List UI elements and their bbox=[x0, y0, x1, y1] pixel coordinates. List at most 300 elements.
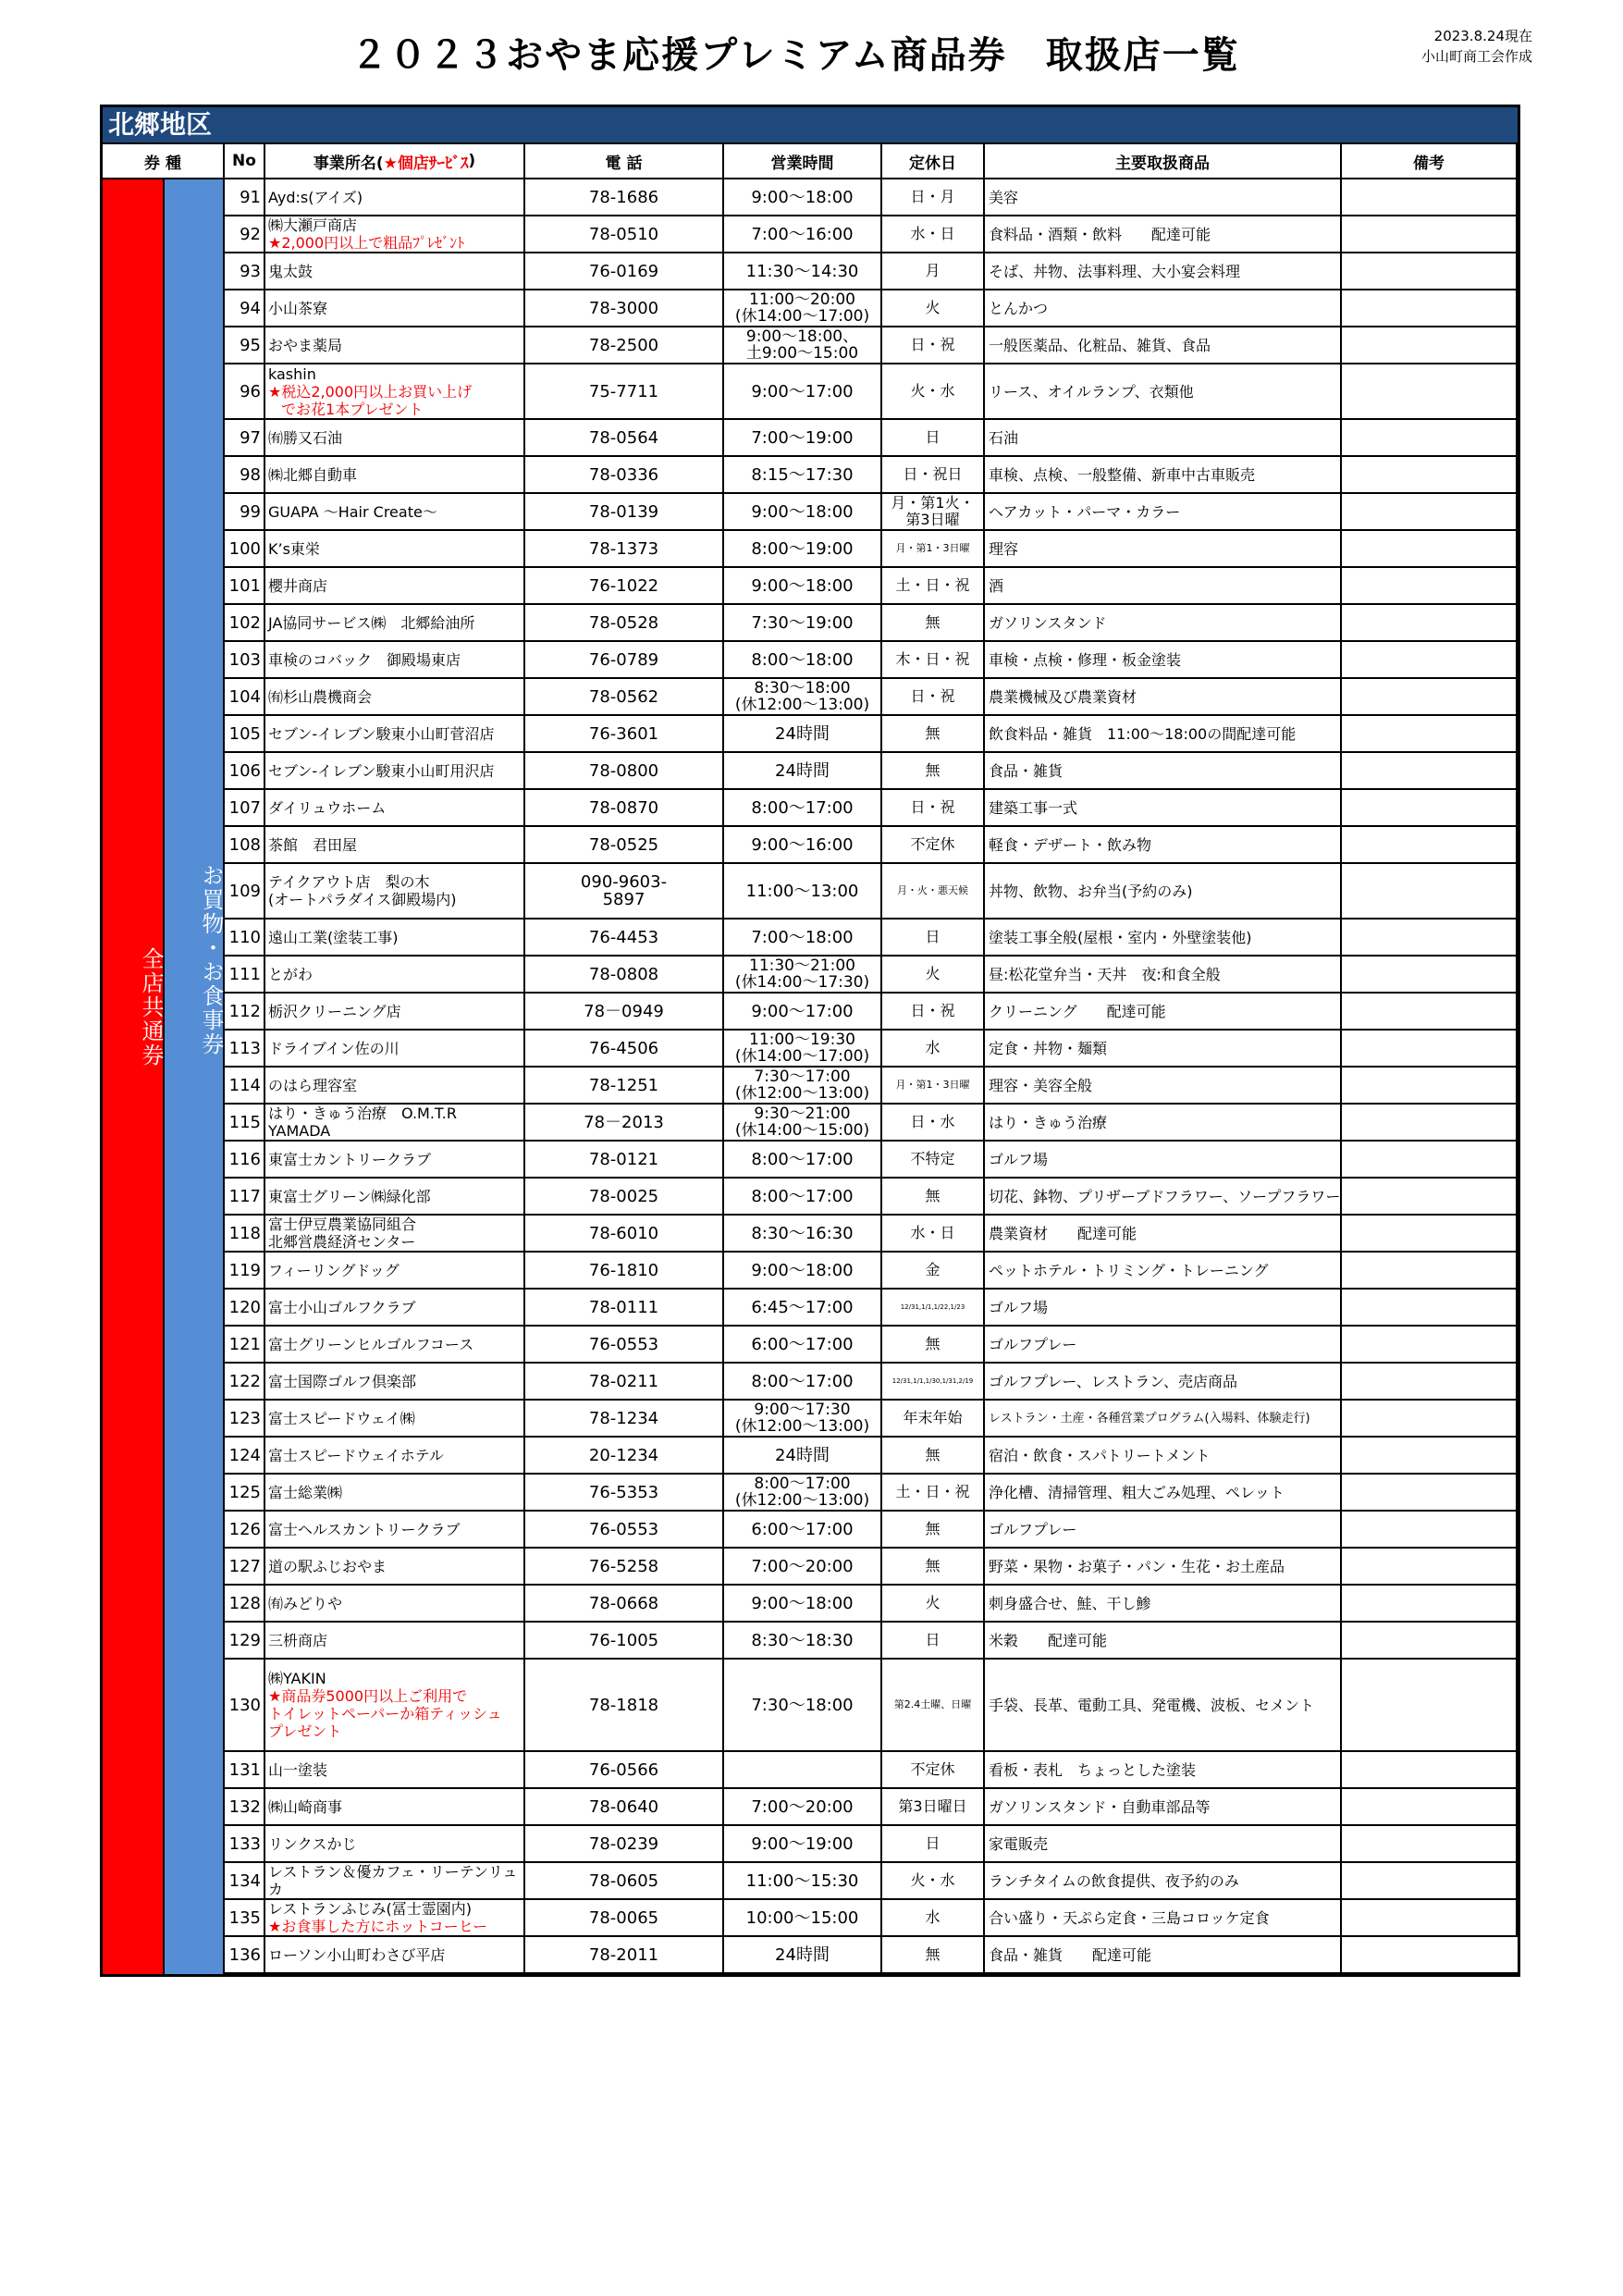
row-notes bbox=[1342, 327, 1518, 364]
phone-number: 78-0525 bbox=[588, 834, 659, 855]
holiday: 無 bbox=[925, 1945, 941, 1963]
row-phone bbox=[525, 1105, 724, 1142]
row-no: 101 bbox=[225, 568, 265, 605]
row-holiday bbox=[882, 1826, 985, 1863]
row-hours bbox=[724, 364, 882, 420]
holiday: 12/31,1/1,1/22,1/23 bbox=[900, 1303, 965, 1311]
row-no: 91 bbox=[225, 179, 265, 216]
row-goods: 建築工事一式 bbox=[985, 790, 1342, 827]
row-hours bbox=[724, 1438, 882, 1475]
row-name bbox=[265, 568, 525, 605]
service-note: ★税込2,000円以上お買い上げ bbox=[268, 382, 473, 401]
holiday: 水 bbox=[925, 1908, 941, 1926]
holiday: 日 bbox=[925, 428, 941, 446]
phone-number: 76-5258 bbox=[588, 1556, 659, 1576]
row-no: 95 bbox=[225, 327, 265, 364]
business-hours: 7:00～20:00 bbox=[751, 1556, 854, 1576]
row-goods: ゴルフプレー bbox=[985, 1327, 1342, 1364]
holiday: 火・水 bbox=[910, 382, 955, 400]
shop-name: セブン-イレブン駿東小山町菅沼店 bbox=[268, 724, 495, 743]
row-name bbox=[265, 1475, 525, 1512]
row-no: 126 bbox=[225, 1512, 265, 1549]
row-no: 109 bbox=[225, 864, 265, 920]
row-hours bbox=[724, 920, 882, 957]
holiday: 日・月 bbox=[910, 188, 955, 205]
shop-name: 櫻井商店 bbox=[268, 576, 328, 595]
row-holiday bbox=[882, 1863, 985, 1900]
row-no: 136 bbox=[225, 1937, 265, 1974]
row-holiday bbox=[882, 568, 985, 605]
phone-number: 78－0949 bbox=[584, 1001, 664, 1021]
shop-name: 小山茶寮 bbox=[268, 299, 328, 317]
row-notes bbox=[1342, 364, 1518, 420]
row-hours bbox=[724, 827, 882, 864]
shop-name: レストラン＆優カフェ・リーテンリュカ bbox=[268, 1863, 518, 1898]
shop-name: ㈲勝又石油 bbox=[268, 428, 343, 447]
row-holiday bbox=[882, 642, 985, 679]
row-name bbox=[265, 957, 525, 994]
row-goods: 一般医薬品、化粧品、雑貨、食品 bbox=[985, 327, 1342, 364]
shop-name: 三枡商店 bbox=[268, 1631, 328, 1649]
row-notes bbox=[1342, 790, 1518, 827]
holiday: 不定休 bbox=[910, 835, 955, 853]
row-holiday bbox=[882, 994, 985, 1031]
row-phone bbox=[525, 1327, 724, 1364]
business-hours: 9:00～18:00 bbox=[751, 187, 854, 207]
row-name bbox=[265, 1031, 525, 1068]
row-phone bbox=[525, 494, 724, 531]
row-holiday bbox=[882, 290, 985, 327]
row-phone bbox=[525, 1789, 724, 1826]
row-hours bbox=[724, 1253, 882, 1290]
row-phone bbox=[525, 790, 724, 827]
shop-name: 東富士グリーン㈱緑化部 bbox=[268, 1187, 431, 1205]
business-hours: 7:30～19:00 bbox=[751, 612, 854, 633]
row-name bbox=[265, 1401, 525, 1438]
row-goods: はり・きゅう治療 bbox=[985, 1105, 1342, 1142]
row-notes bbox=[1342, 1789, 1518, 1826]
business-hours-line2: (休12:00～13:00) bbox=[734, 1084, 870, 1103]
row-hours bbox=[724, 1142, 882, 1179]
phone-number: 76-4506 bbox=[588, 1038, 659, 1058]
holiday: 月・第1火・ bbox=[891, 494, 975, 512]
row-hours bbox=[724, 1826, 882, 1863]
business-hours: 7:00～20:00 bbox=[751, 1796, 854, 1817]
business-hours: 6:45～17:00 bbox=[751, 1297, 854, 1317]
shop-name: のはら理容室 bbox=[268, 1076, 358, 1094]
header-notes: 備考 bbox=[1342, 144, 1518, 179]
row-name bbox=[265, 494, 525, 531]
row-phone bbox=[525, 1900, 724, 1937]
row-phone bbox=[525, 1586, 724, 1623]
row-holiday bbox=[882, 1937, 985, 1974]
phone-number: 78-2011 bbox=[588, 1944, 659, 1965]
business-hours: 7:00～16:00 bbox=[751, 224, 854, 244]
row-name bbox=[265, 716, 525, 753]
table-grid bbox=[103, 144, 1518, 1974]
business-hours: 11:00～20:00 bbox=[749, 290, 855, 309]
header-voucher-type: 券 種 bbox=[103, 144, 225, 179]
shop-name: ㈱YAKIN bbox=[268, 1670, 326, 1687]
business-hours: 9:00～18:00 bbox=[751, 575, 854, 596]
business-hours: 24時間 bbox=[775, 723, 830, 744]
row-hours bbox=[724, 605, 882, 642]
row-holiday bbox=[882, 1586, 985, 1623]
row-no: 131 bbox=[225, 1752, 265, 1789]
service-note-line2: トイレットペーパーか箱ティッシュ bbox=[268, 1705, 502, 1722]
row-holiday bbox=[882, 1623, 985, 1660]
row-phone bbox=[525, 1290, 724, 1327]
service-note: ★商品券5000円以上ご利用で bbox=[268, 1687, 468, 1705]
shop-name: 富士国際ゴルフ倶楽部 bbox=[268, 1372, 417, 1390]
row-name bbox=[265, 994, 525, 1031]
phone-number: 76-5353 bbox=[588, 1482, 659, 1502]
business-hours: 8:00～17:00 bbox=[754, 1475, 851, 1493]
row-phone bbox=[525, 531, 724, 568]
row-name bbox=[265, 327, 525, 364]
shopping-dining-label: お買物・お食事券 bbox=[198, 864, 224, 1056]
row-goods: ヘアカット・パーマ・カラー bbox=[985, 494, 1342, 531]
row-name bbox=[265, 1789, 525, 1826]
row-goods: リース、オイルランプ、衣類他 bbox=[985, 364, 1342, 420]
row-phone bbox=[525, 253, 724, 290]
row-hours bbox=[724, 1752, 882, 1789]
row-goods: そば、丼物、法事料理、大小宴会料理 bbox=[985, 253, 1342, 290]
row-goods: 石油 bbox=[985, 420, 1342, 457]
service-note: ★2,000円以上で粗品ﾌﾟﾚｾﾞﾝﾄ bbox=[268, 234, 465, 252]
row-no: 115 bbox=[225, 1105, 265, 1142]
phone-number: 76-0553 bbox=[588, 1519, 659, 1539]
phone-number: 78-0562 bbox=[588, 686, 659, 707]
business-hours: 11:00～13:00 bbox=[745, 881, 859, 901]
holiday: 無 bbox=[925, 1335, 941, 1352]
shop-name: テイクアウト店 梨の木 bbox=[268, 873, 430, 891]
row-phone bbox=[525, 1826, 724, 1863]
phone-number: 76-1005 bbox=[588, 1630, 659, 1650]
row-goods: 丼物、飲物、お弁当(予約のみ) bbox=[985, 864, 1342, 920]
voucher-type-shopping-dining bbox=[165, 179, 225, 1974]
phone-number: 76-0553 bbox=[588, 1334, 659, 1354]
row-goods: 食料品・酒類・飲料 配達可能 bbox=[985, 216, 1342, 253]
phone-number: 20-1234 bbox=[588, 1445, 659, 1465]
row-name bbox=[265, 1290, 525, 1327]
row-phone bbox=[525, 1253, 724, 1290]
row-goods: ガソリンスタンド bbox=[985, 605, 1342, 642]
business-hours: 6:00～17:00 bbox=[751, 1519, 854, 1539]
shop-name: ㈱山崎商事 bbox=[268, 1797, 343, 1816]
row-hours bbox=[724, 1512, 882, 1549]
row-holiday bbox=[882, 1290, 985, 1327]
business-hours-line2: (休12:00～13:00) bbox=[734, 696, 870, 714]
row-phone bbox=[525, 1031, 724, 1068]
shop-name: 栃沢クリーニング店 bbox=[268, 1002, 401, 1020]
row-no: 96 bbox=[225, 364, 265, 420]
row-notes bbox=[1342, 1364, 1518, 1401]
service-note-line2: でお花1本プレゼント bbox=[281, 400, 424, 418]
business-hours: 8:00～17:00 bbox=[751, 797, 854, 818]
holiday: 不特定 bbox=[910, 1150, 955, 1167]
header-phone: 電 話 bbox=[525, 144, 724, 179]
holiday: 月 bbox=[925, 262, 941, 279]
row-phone bbox=[525, 1660, 724, 1752]
row-holiday bbox=[882, 1142, 985, 1179]
row-name bbox=[265, 679, 525, 716]
row-name bbox=[265, 605, 525, 642]
row-phone bbox=[525, 642, 724, 679]
phone-number: 78-0139 bbox=[588, 501, 659, 522]
phone-number: 78-0239 bbox=[588, 1833, 659, 1854]
holiday: 日・祝 bbox=[910, 687, 955, 705]
row-holiday bbox=[882, 1216, 985, 1253]
row-phone bbox=[525, 420, 724, 457]
row-hours bbox=[724, 494, 882, 531]
shop-name: ドライブイン佐の川 bbox=[268, 1039, 400, 1057]
row-no: 129 bbox=[225, 1623, 265, 1660]
business-hours: 7:30～18:00 bbox=[751, 1695, 854, 1715]
shop-name: フィーリングドッグ bbox=[268, 1261, 400, 1279]
business-hours-line2: (休12:00～13:00) bbox=[734, 1417, 870, 1436]
phone-number: 78-1686 bbox=[588, 187, 659, 207]
row-goods: 農業資材 配達可能 bbox=[985, 1216, 1342, 1253]
shop-name: リンクスかじ bbox=[268, 1834, 357, 1853]
row-name bbox=[265, 1327, 525, 1364]
row-hours bbox=[724, 216, 882, 253]
row-holiday bbox=[882, 716, 985, 753]
row-goods: 車検、点検、一般整備、新車中古車販売 bbox=[985, 457, 1342, 494]
phone-number: 78-1818 bbox=[588, 1695, 659, 1715]
holiday: 月・火・悪天候 bbox=[897, 884, 968, 896]
row-name bbox=[265, 753, 525, 790]
row-name bbox=[265, 1660, 525, 1752]
phone-number: 78-0870 bbox=[588, 797, 659, 818]
row-notes bbox=[1342, 1438, 1518, 1475]
row-notes bbox=[1342, 957, 1518, 994]
row-holiday bbox=[882, 1327, 985, 1364]
row-holiday bbox=[882, 605, 985, 642]
row-phone bbox=[525, 1863, 724, 1900]
row-name bbox=[265, 1364, 525, 1401]
business-hours: 7:00～18:00 bbox=[751, 927, 854, 947]
row-hours bbox=[724, 1623, 882, 1660]
row-notes bbox=[1342, 605, 1518, 642]
row-phone bbox=[525, 327, 724, 364]
row-notes bbox=[1342, 179, 1518, 216]
row-phone bbox=[525, 679, 724, 716]
row-hours bbox=[724, 179, 882, 216]
header-holiday: 定休日 bbox=[882, 144, 985, 179]
row-hours bbox=[724, 1900, 882, 1937]
row-hours bbox=[724, 679, 882, 716]
holiday: 日・祝 bbox=[910, 1002, 955, 1019]
holiday: 木・日・祝 bbox=[895, 650, 970, 668]
row-phone bbox=[525, 1216, 724, 1253]
row-notes bbox=[1342, 1179, 1518, 1216]
row-goods: 車検・点検・修理・板金塗装 bbox=[985, 642, 1342, 679]
row-goods: 宿泊・飲食・スパトリートメント bbox=[985, 1438, 1342, 1475]
row-goods: 切花、鉢物、プリザーブドフラワー、ソープフラワー bbox=[985, 1179, 1342, 1216]
row-name bbox=[265, 531, 525, 568]
row-name bbox=[265, 364, 525, 420]
row-no: 94 bbox=[225, 290, 265, 327]
row-hours bbox=[724, 420, 882, 457]
row-no: 93 bbox=[225, 253, 265, 290]
row-no: 112 bbox=[225, 994, 265, 1031]
row-notes bbox=[1342, 1327, 1518, 1364]
row-hours bbox=[724, 1863, 882, 1900]
row-no: 127 bbox=[225, 1549, 265, 1586]
row-holiday bbox=[882, 1512, 985, 1549]
row-goods: 美容 bbox=[985, 179, 1342, 216]
row-no: 120 bbox=[225, 1290, 265, 1327]
business-hours: 7:00～19:00 bbox=[751, 427, 854, 448]
row-hours bbox=[724, 1549, 882, 1586]
phone-number: 76-1810 bbox=[588, 1260, 659, 1280]
row-hours bbox=[724, 1290, 882, 1327]
row-goods: 農業機械及び農業資材 bbox=[985, 679, 1342, 716]
phone-number-line2: 5897 bbox=[602, 890, 646, 909]
shop-name: ローソン小山町わさび平店 bbox=[268, 1945, 446, 1964]
phone-number: 78-0808 bbox=[588, 964, 659, 984]
row-holiday bbox=[882, 253, 985, 290]
row-holiday bbox=[882, 1179, 985, 1216]
row-phone bbox=[525, 605, 724, 642]
row-hours bbox=[724, 642, 882, 679]
phone-number: 78-0111 bbox=[588, 1297, 659, 1317]
row-name bbox=[265, 253, 525, 290]
holiday: 無 bbox=[925, 613, 941, 631]
phone-number: 76-0789 bbox=[588, 649, 659, 670]
row-holiday bbox=[882, 1105, 985, 1142]
row-name bbox=[265, 1900, 525, 1937]
row-holiday bbox=[882, 1364, 985, 1401]
row-holiday bbox=[882, 179, 985, 216]
business-hours: 7:30～17:00 bbox=[754, 1068, 851, 1086]
row-name bbox=[265, 290, 525, 327]
row-notes bbox=[1342, 531, 1518, 568]
shop-name: ダイリュウホーム bbox=[268, 798, 387, 817]
row-hours bbox=[724, 957, 882, 994]
row-name bbox=[265, 827, 525, 864]
row-holiday bbox=[882, 1253, 985, 1290]
row-notes bbox=[1342, 1549, 1518, 1586]
row-no: 102 bbox=[225, 605, 265, 642]
phone-number: 78-0121 bbox=[588, 1149, 659, 1169]
row-hours bbox=[724, 290, 882, 327]
row-holiday bbox=[882, 1660, 985, 1752]
all-stores-label: 全店共通券 bbox=[138, 947, 164, 1068]
row-name bbox=[265, 1549, 525, 1586]
holiday: 第3日曜日 bbox=[898, 1797, 967, 1815]
row-phone bbox=[525, 1179, 724, 1216]
row-goods: 食品・雑貨 配達可能 bbox=[985, 1937, 1342, 1974]
row-name bbox=[265, 1586, 525, 1623]
row-no: 116 bbox=[225, 1142, 265, 1179]
row-notes bbox=[1342, 864, 1518, 920]
business-hours: 24時間 bbox=[775, 1944, 830, 1965]
business-hours: 9:00～17:00 bbox=[751, 381, 854, 401]
phone-number: 76-0566 bbox=[588, 1759, 659, 1780]
holiday: 土・日・祝 bbox=[895, 1483, 970, 1500]
business-hours-line2: 土9:00～15:00 bbox=[745, 344, 859, 363]
row-name bbox=[265, 1623, 525, 1660]
shop-name: 富士伊豆農業協同組合 bbox=[268, 1216, 417, 1233]
row-holiday bbox=[882, 864, 985, 920]
holiday: 日 bbox=[925, 928, 941, 945]
phone-number: 78-0025 bbox=[588, 1186, 659, 1206]
row-hours bbox=[724, 1586, 882, 1623]
row-notes bbox=[1342, 1253, 1518, 1290]
row-notes bbox=[1342, 920, 1518, 957]
service-note-line3: プレゼント bbox=[268, 1722, 342, 1740]
row-no: 113 bbox=[225, 1031, 265, 1068]
row-goods: 理容 bbox=[985, 531, 1342, 568]
phone-number: 78-1373 bbox=[588, 538, 659, 559]
row-hours bbox=[724, 1068, 882, 1105]
holiday: 火・水 bbox=[910, 1871, 955, 1889]
holiday: 日 bbox=[925, 1631, 941, 1648]
row-name bbox=[265, 1216, 525, 1253]
holiday: 無 bbox=[925, 724, 941, 742]
row-goods: ゴルフ場 bbox=[985, 1142, 1342, 1179]
row-goods: ランチタイムの飲食提供、夜予約のみ bbox=[985, 1863, 1342, 1900]
row-name bbox=[265, 457, 525, 494]
row-hours bbox=[724, 716, 882, 753]
header-name-suffix: ) bbox=[468, 152, 476, 170]
row-notes bbox=[1342, 1142, 1518, 1179]
row-holiday bbox=[882, 327, 985, 364]
holiday: 火 bbox=[925, 965, 941, 982]
row-phone bbox=[525, 457, 724, 494]
row-notes bbox=[1342, 457, 1518, 494]
row-phone bbox=[525, 1364, 724, 1401]
header-name bbox=[265, 144, 525, 179]
phone-number: 76-3601 bbox=[588, 723, 659, 744]
shop-name: ㈱大瀬戸商店 bbox=[268, 216, 358, 234]
region-header: 北郷地区 bbox=[103, 107, 1518, 144]
phone-number: 78-0668 bbox=[588, 1593, 659, 1613]
row-goods: 合い盛り・天ぷら定食・三島コロッケ定食 bbox=[985, 1900, 1342, 1937]
header-hours: 営業時間 bbox=[724, 144, 882, 179]
business-hours: 9:00～19:00 bbox=[751, 1833, 854, 1854]
row-holiday bbox=[882, 216, 985, 253]
phone-number: 75-7711 bbox=[588, 381, 659, 401]
row-goods: 野菜・果物・お菓子・パン・生花・お土産品 bbox=[985, 1549, 1342, 1586]
row-no: 108 bbox=[225, 827, 265, 864]
business-hours: 11:00～19:30 bbox=[749, 1031, 855, 1049]
row-no: 97 bbox=[225, 420, 265, 457]
holiday: 火 bbox=[925, 1594, 941, 1611]
row-notes bbox=[1342, 1937, 1518, 1974]
row-notes bbox=[1342, 1031, 1518, 1068]
row-phone bbox=[525, 1068, 724, 1105]
row-hours bbox=[724, 864, 882, 920]
business-hours-line2: (休12:00～13:00) bbox=[734, 1491, 870, 1510]
business-hours: 9:00～18:00 bbox=[751, 501, 854, 522]
business-hours: 10:00～15:00 bbox=[745, 1907, 859, 1928]
business-hours: 24時間 bbox=[775, 760, 830, 781]
holiday: 日 bbox=[925, 1834, 941, 1852]
row-phone bbox=[525, 994, 724, 1031]
row-goods: 刺身盛合せ、鮭、干し鯵 bbox=[985, 1586, 1342, 1623]
row-hours bbox=[724, 1327, 882, 1364]
holiday-line2: 第3日曜 bbox=[905, 511, 960, 528]
row-no: 128 bbox=[225, 1586, 265, 1623]
row-name bbox=[265, 179, 525, 216]
row-no: 106 bbox=[225, 753, 265, 790]
holiday: 火 bbox=[925, 299, 941, 316]
row-no: 117 bbox=[225, 1179, 265, 1216]
business-hours: 8:00～17:00 bbox=[751, 1149, 854, 1169]
